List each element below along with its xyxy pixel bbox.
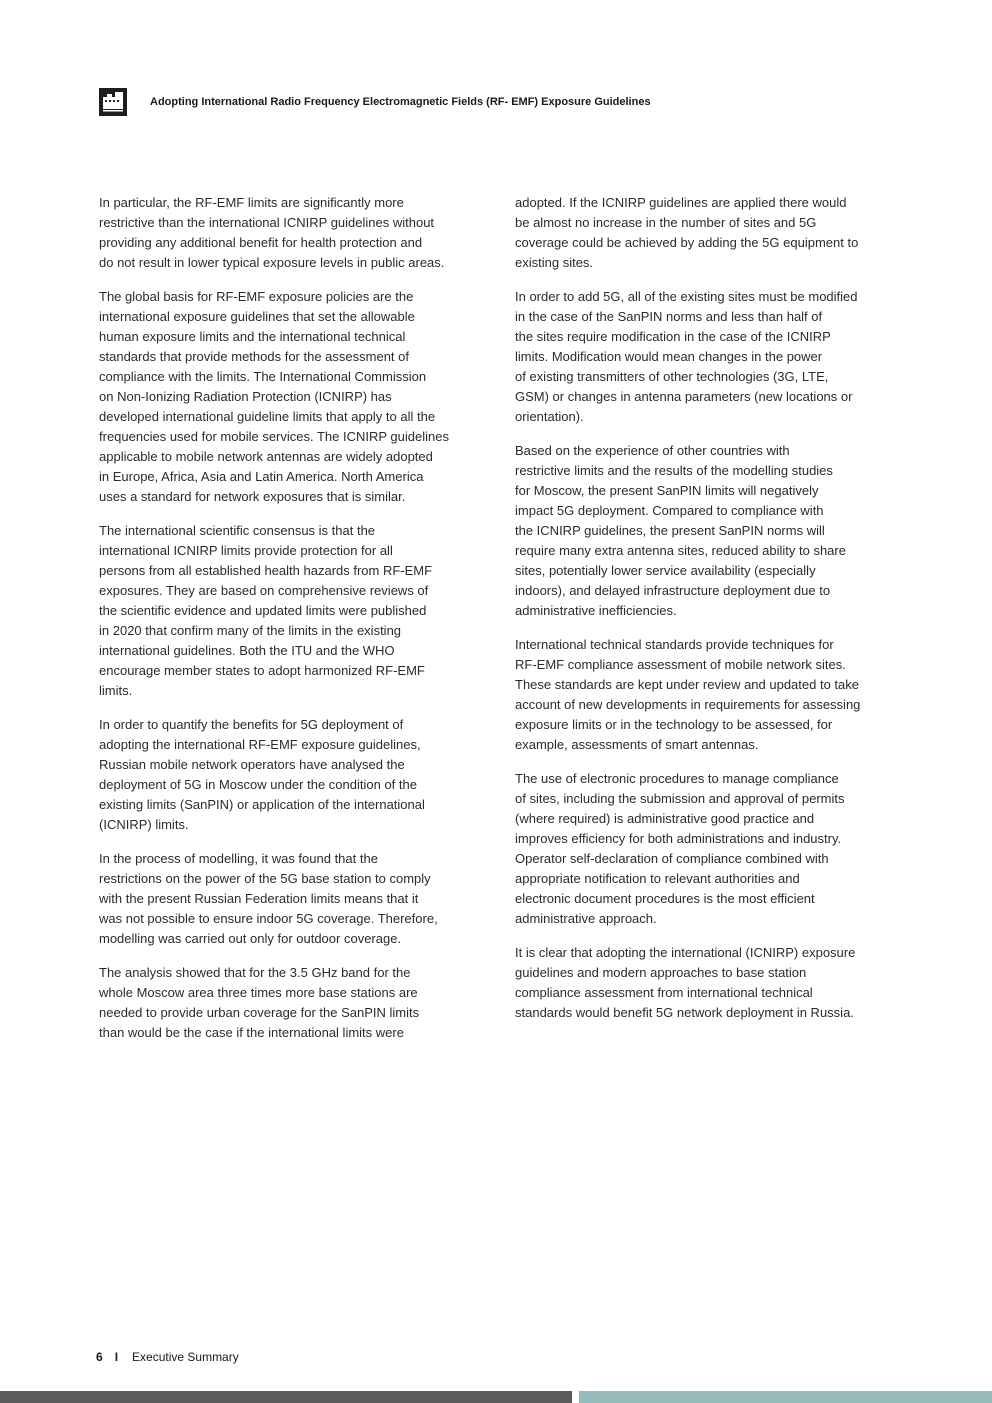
paragraph xyxy=(515,441,897,621)
paragraph xyxy=(99,287,479,507)
document-title: Adopting International Radio Frequency Electromagnetic Fields (RF- EMF) Exposure Guidelines xyxy=(150,96,651,108)
paragraph xyxy=(99,193,479,273)
paragraph xyxy=(515,769,897,929)
text-line: limits. xyxy=(99,683,133,698)
text-line: do not result in lower typical exposure levels in public areas. xyxy=(99,255,445,270)
text-line: example, assessments of smart antennas. xyxy=(515,737,759,752)
text-line: developed international guideline limits that apply to all the xyxy=(99,409,436,424)
text-line: (where required) is administrative good practice and xyxy=(515,811,815,826)
text-line: electronic document procedures is the most efficient xyxy=(515,891,815,906)
text-line: administrative approach. xyxy=(515,911,657,926)
paragraph xyxy=(99,849,479,949)
text-line: in the case of the SanPIN norms and less than half of xyxy=(515,309,823,324)
footer-bar-dark xyxy=(0,1391,572,1403)
text-line: the ICNIRP guidelines, the present SanPIN norms will xyxy=(515,523,825,538)
text-line: The use of electronic procedures to manage compliance xyxy=(515,771,839,786)
text-line: of existing transmitters of other technologies (3G, LTE, xyxy=(515,369,829,384)
text-line: needed to provide urban coverage for the SanPIN limits xyxy=(99,1005,420,1020)
page-header xyxy=(99,88,899,116)
text-line: human exposure limits and the international technical xyxy=(99,329,406,344)
text-line: standards would benefit 5G network deployment in Russia. xyxy=(515,1005,854,1020)
text-line: on Non-Ionizing Radiation Protection (ICNIRP) has xyxy=(99,389,392,404)
text-line: the sites require modification in the case of the ICNIRP xyxy=(515,329,831,344)
text-line: In order to quantify the benefits for 5G deployment of xyxy=(99,717,404,732)
footer-bar-teal xyxy=(579,1391,992,1403)
text-line: adopted. If the ICNIRP guidelines are applied there would xyxy=(515,195,847,210)
text-line: was not possible to ensure indoor 5G coverage. Therefore, xyxy=(99,911,438,926)
text-line: existing limits (SanPIN) or application of the international xyxy=(99,797,425,812)
footer-separator: I xyxy=(114,1350,119,1364)
text-line: In particular, the RF-EMF limits are significantly more xyxy=(99,195,404,210)
text-line: account of new developments in requirements for assessing xyxy=(515,697,861,712)
text-line: providing any additional benefit for health protection and xyxy=(99,235,423,250)
text-line: In the process of modelling, it was found that the xyxy=(99,851,378,866)
paragraph xyxy=(99,521,479,701)
text-line: applicable to mobile network antennas are widely adopted xyxy=(99,449,433,464)
text-line: (ICNIRP) limits. xyxy=(99,817,189,832)
text-line: for Moscow, the present SanPIN limits will negatively xyxy=(515,483,819,498)
text-line: GSM) or changes in antenna parameters (new locations or xyxy=(515,389,853,404)
text-line: impact 5G deployment. Compared to compliance with xyxy=(515,503,824,518)
paragraph xyxy=(515,635,897,755)
text-line: persons from all established health hazards from RF-EMF xyxy=(99,563,433,578)
text-line: existing sites. xyxy=(515,255,594,270)
text-line: adopting the international RF-EMF exposure guidelines, xyxy=(99,737,421,752)
text-line: indoors), and delayed infrastructure deployment due to xyxy=(515,583,831,598)
page-footer xyxy=(96,1350,239,1364)
text-line: coverage could be achieved by adding the 5G equipment to xyxy=(515,235,859,250)
paragraph xyxy=(515,193,897,273)
text-line: require many extra antenna sites, reduced ability to share xyxy=(515,543,846,558)
text-line: These standards are kept under review and updated to take xyxy=(515,677,859,692)
section-name: Executive Summary xyxy=(132,1350,239,1364)
text-line: uses a standard for network exposures that is similar. xyxy=(99,489,406,504)
text-line: modelling was carried out only for outdoor coverage. xyxy=(99,931,402,946)
text-line: international exposure guidelines that set the allowable xyxy=(99,309,415,324)
text-line: whole Moscow area three times more base stations are xyxy=(99,985,418,1000)
page-number: 6 xyxy=(96,1350,103,1364)
text-line: International technical standards provide techniques for xyxy=(515,637,834,652)
text-line: sites, potentially lower service availability (especially xyxy=(515,563,816,578)
text-line: compliance with the limits. The International Commission xyxy=(99,369,427,384)
paragraph xyxy=(99,715,479,835)
text-line: encourage member states to adopt harmonized RF-EMF xyxy=(99,663,425,678)
text-line: RF-EMF compliance assessment of mobile network sites. xyxy=(515,657,846,672)
building-logo-icon xyxy=(99,88,127,116)
text-line: Russian mobile network operators have analysed the xyxy=(99,757,405,772)
left-column xyxy=(99,193,479,1057)
text-line: compliance assessment from international technical xyxy=(515,985,813,1000)
text-line: exposure limits or in the technology to be assessed, for xyxy=(515,717,833,732)
text-line: with the present Russian Federation limits means that it xyxy=(99,891,419,906)
text-line: restrictions on the power of the 5G base station to comply xyxy=(99,871,431,886)
text-line: the scientific evidence and updated limits were published xyxy=(99,603,427,618)
text-line: limits. Modification would mean changes in the power xyxy=(515,349,823,364)
text-line: frequencies used for mobile services. The ICNIRP guidelines xyxy=(99,429,449,444)
text-line: international guidelines. Both the ITU and the WHO xyxy=(99,643,395,658)
text-line: The international scientific consensus is that the xyxy=(99,523,376,538)
text-line: In order to add 5G, all of the existing sites must be modified xyxy=(515,289,858,304)
text-line: of sites, including the submission and approval of permits xyxy=(515,791,845,806)
text-line: in Europe, Africa, Asia and Latin America. North America xyxy=(99,469,424,484)
text-line: restrictive than the international ICNIRP guidelines without xyxy=(99,215,435,230)
text-line: administrative inefficiencies. xyxy=(515,603,677,618)
paragraph xyxy=(99,963,479,1043)
text-line: restrictive limits and the results of the modelling studies xyxy=(515,463,833,478)
text-line: guidelines and modern approaches to base station xyxy=(515,965,807,980)
right-column xyxy=(515,193,897,1037)
text-line: improves efficiency for both administrations and industry. xyxy=(515,831,842,846)
text-line: orientation). xyxy=(515,409,584,424)
text-line: Based on the experience of other countries with xyxy=(515,443,790,458)
text-line: exposures. They are based on comprehensive reviews of xyxy=(99,583,429,598)
text-line: be almost no increase in the number of sites and 5G xyxy=(515,215,817,230)
text-line: in 2020 that confirm many of the limits in the existing xyxy=(99,623,402,638)
text-line: appropriate notification to relevant authorities and xyxy=(515,871,800,886)
text-line: Operator self-declaration of compliance combined with xyxy=(515,851,829,866)
paragraph xyxy=(515,943,897,1023)
text-line: The analysis showed that for the 3.5 GHz band for the xyxy=(99,965,411,980)
text-line: deployment of 5G in Moscow under the condition of the xyxy=(99,777,417,792)
text-line: It is clear that adopting the international (ICNIRP) exposure xyxy=(515,945,856,960)
text-line: international ICNIRP limits provide protection for all xyxy=(99,543,393,558)
text-line: standards that provide methods for the assessment of xyxy=(99,349,410,364)
text-line: The global basis for RF-EMF exposure policies are the xyxy=(99,289,414,304)
text-line: than would be the case if the international limits were xyxy=(99,1025,404,1040)
paragraph xyxy=(515,287,897,427)
